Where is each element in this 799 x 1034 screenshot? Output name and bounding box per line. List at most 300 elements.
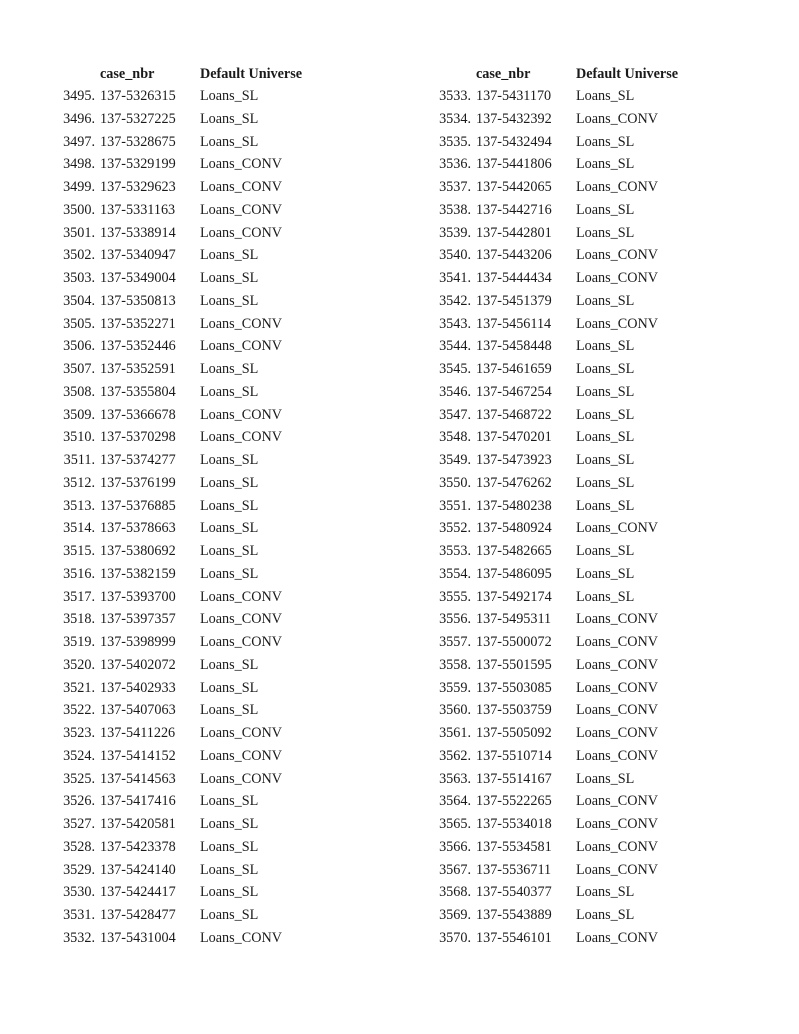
default-universe-cell: Loans_CONV: [200, 406, 282, 423]
table-row: [432, 771, 732, 794]
case-nbr-cell: 137-5352446: [100, 338, 176, 355]
case-nbr-cell: 137-5536711: [476, 861, 552, 878]
row-index: 3522.: [63, 702, 95, 719]
case-nbr-cell: 137-5522265: [476, 793, 552, 810]
row-index: 3521.: [63, 679, 95, 696]
table-row: [432, 702, 732, 725]
case-nbr-cell: 137-5442801: [476, 224, 552, 241]
row-index: 3551.: [439, 497, 471, 514]
default-universe-cell: Loans_CONV: [576, 838, 658, 855]
table-row: [432, 88, 732, 111]
case-nbr-cell: 137-5378663: [100, 520, 176, 537]
table-row: [56, 293, 356, 316]
default-universe-cell: Loans_SL: [200, 452, 259, 468]
table-row: [56, 611, 356, 634]
table-row: [432, 338, 732, 361]
default-universe-cell: Loans_SL: [200, 679, 259, 696]
case-nbr-cell: 137-5407063: [100, 702, 176, 719]
default-universe-cell: Loans_CONV: [200, 201, 282, 218]
row-index: 3560.: [439, 702, 471, 719]
table-row: [56, 429, 356, 452]
row-index: 3508.: [63, 383, 95, 400]
default-universe-cell: Loans_SL: [576, 770, 635, 787]
row-index: 3555.: [439, 588, 471, 605]
default-universe-cell: Loans_CONV: [200, 634, 282, 650]
row-index: 3535.: [439, 133, 471, 150]
case-nbr-cell: 137-5534581: [476, 838, 552, 855]
default-universe-cell: Loans_CONV: [576, 679, 658, 696]
default-universe-cell: Loans_CONV: [576, 110, 658, 127]
row-index: 3504.: [63, 292, 95, 309]
row-index: 3499.: [63, 179, 95, 195]
table-row: [432, 316, 732, 339]
default-universe-cell: Loans_SL: [576, 452, 635, 468]
table-row: [56, 816, 356, 839]
table-row: [432, 543, 732, 566]
row-index: 3501.: [63, 224, 95, 241]
row-index: 3525.: [63, 770, 95, 787]
default-universe-cell: Loans_SL: [200, 884, 259, 901]
row-index: 3513.: [63, 497, 95, 514]
table-row: [56, 338, 356, 361]
row-index: 3565.: [439, 816, 471, 832]
default-universe-cell: Loans_CONV: [576, 816, 658, 832]
table-row: [432, 725, 732, 748]
row-index: 3506.: [63, 338, 95, 355]
table-row: [56, 407, 356, 430]
row-index: 3511.: [63, 452, 95, 468]
default-universe-cell: Loans_SL: [200, 474, 259, 491]
row-index: 3542.: [439, 292, 471, 309]
row-index: 3498.: [63, 156, 95, 173]
case-nbr-cell: 137-5467254: [476, 383, 552, 400]
default-universe-cell: Loans_SL: [576, 588, 635, 605]
default-universe-cell: Loans_SL: [200, 383, 259, 400]
table-row: [56, 839, 356, 862]
default-universe-cell: Loans_CONV: [200, 770, 282, 787]
default-universe-cell: Loans_SL: [576, 907, 635, 923]
row-index: 3531.: [63, 907, 95, 923]
row-index: 3528.: [63, 838, 95, 855]
row-index: 3557.: [439, 634, 471, 650]
default-universe-cell: Loans_SL: [200, 702, 259, 719]
default-universe-cell: Loans_SL: [200, 861, 259, 878]
case-nbr-cell: 137-5411226: [100, 725, 176, 741]
default-universe-cell: Loans_CONV: [576, 702, 658, 719]
table-row: [56, 725, 356, 748]
default-universe-cell: Loans_SL: [200, 270, 259, 286]
table-row: [432, 748, 732, 771]
default-universe-cell: Loans_CONV: [200, 156, 282, 173]
case-nbr-cell: 137-5501595: [476, 656, 552, 673]
table-row: [432, 293, 732, 316]
case-nbr-cell: 137-5328675: [100, 133, 176, 150]
table-row: [56, 748, 356, 771]
table-row: [56, 520, 356, 543]
case-nbr-cell: 137-5492174: [476, 588, 552, 605]
table-row: [432, 611, 732, 634]
default-universe-cell: Loans_CONV: [576, 634, 658, 650]
table-row: [432, 816, 732, 839]
default-universe-cell: Loans_SL: [200, 907, 259, 923]
table-row: [432, 498, 732, 521]
table-row: [56, 771, 356, 794]
row-index: 3495.: [63, 88, 95, 104]
default-universe-cell: Loans_SL: [200, 656, 259, 673]
case-nbr-cell: 137-5338914: [100, 224, 176, 241]
case-nbr-cell: 137-5442065: [476, 179, 552, 195]
table-row: [56, 179, 356, 202]
case-nbr-cell: 137-5352271: [100, 315, 176, 332]
default-universe-cell: Loans_CONV: [576, 247, 658, 264]
default-universe-cell: Loans_CONV: [200, 725, 282, 741]
row-index: 3569.: [439, 907, 471, 923]
table-row: [432, 156, 732, 179]
row-index: 3547.: [439, 406, 471, 423]
row-index: 3523.: [63, 725, 95, 741]
table-row: [56, 156, 356, 179]
row-index: 3514.: [63, 520, 95, 537]
default-universe-cell: Loans_CONV: [576, 270, 658, 286]
case-nbr-cell: 137-5432392: [476, 110, 552, 127]
table-row: [56, 202, 356, 225]
case-nbr-cell: 137-5417416: [100, 793, 176, 810]
default-universe-cell: Loans_SL: [200, 565, 259, 582]
case-nbr-cell: 137-5329199: [100, 156, 176, 173]
table-row: [432, 270, 732, 293]
table-row: [432, 884, 732, 907]
table-row: [56, 498, 356, 521]
case-nbr-cell: 137-5423378: [100, 838, 176, 855]
case-nbr-cell: 137-5473923: [476, 452, 552, 468]
case-nbr-cell: 137-5350813: [100, 292, 176, 309]
row-index: 3502.: [63, 247, 95, 264]
row-index: 3512.: [63, 474, 95, 491]
row-index: 3497.: [63, 133, 95, 150]
table-row: [432, 225, 732, 248]
case-nbr-cell: 137-5382159: [100, 565, 176, 582]
default-universe-cell: Loans_SL: [200, 838, 259, 855]
default-universe-cell: Loans_CONV: [200, 747, 282, 764]
left-rows: [56, 88, 356, 953]
default-universe-cell: Loans_SL: [576, 565, 635, 582]
case-nbr-cell: 137-5442716: [476, 201, 552, 218]
case-nbr-cell: 137-5543889: [476, 907, 552, 923]
case-nbr-cell: 137-5370298: [100, 429, 176, 446]
row-index: 3517.: [63, 588, 95, 605]
case-nbr-cell: 137-5514167: [476, 770, 552, 787]
row-index: 3568.: [439, 884, 471, 901]
table-row: [432, 247, 732, 270]
table-row: [56, 361, 356, 384]
case-nbr-cell: 137-5470201: [476, 429, 552, 446]
table-row: [432, 361, 732, 384]
case-nbr-cell: 137-5327225: [100, 110, 176, 127]
row-index: 3496.: [63, 110, 95, 127]
default-universe-cell: Loans_SL: [576, 338, 635, 355]
case-nbr-cell: 137-5510714: [476, 747, 552, 764]
row-index: 3518.: [63, 611, 95, 628]
table-row: [432, 384, 732, 407]
table-row: [56, 247, 356, 270]
table-row: [432, 930, 732, 953]
case-nbr-cell: 137-5461659: [476, 361, 552, 377]
right-header-row: [432, 66, 732, 88]
case-nbr-cell: 137-5443206: [476, 247, 552, 264]
case-nbr-cell: 137-5424417: [100, 884, 176, 901]
table-row: [56, 680, 356, 703]
default-universe-cell: Loans_CONV: [200, 315, 282, 332]
row-index: 3526.: [63, 793, 95, 810]
row-index: 3545.: [439, 361, 471, 377]
case-nbr-cell: 137-5503085: [476, 679, 552, 696]
case-nbr-cell: 137-5380692: [100, 543, 176, 559]
table-row: [56, 930, 356, 953]
row-index: 3558.: [439, 656, 471, 673]
table-row: [56, 543, 356, 566]
default-universe-cell: Loans_CONV: [576, 520, 658, 537]
default-universe-cell: Loans_SL: [576, 361, 635, 377]
table-row: [432, 566, 732, 589]
case-nbr-cell: 137-5451379: [476, 292, 552, 309]
case-nbr-cell: 137-5428477: [100, 907, 176, 923]
default-universe-header: Default Universe: [576, 66, 679, 82]
table-row: [432, 862, 732, 885]
table-row: [432, 179, 732, 202]
default-universe-cell: Loans_SL: [576, 292, 635, 309]
default-universe-cell: Loans_CONV: [576, 315, 658, 332]
default-universe-cell: Loans_SL: [576, 406, 635, 423]
row-index: 3548.: [439, 429, 471, 446]
row-index: 3554.: [439, 565, 471, 582]
case-nbr-cell: 137-5414563: [100, 770, 176, 787]
default-universe-cell: Loans_SL: [200, 520, 259, 537]
row-index: 3529.: [63, 861, 95, 878]
row-index: 3570.: [439, 929, 471, 946]
row-index: 3561.: [439, 725, 471, 741]
default-universe-cell: Loans_SL: [200, 88, 259, 104]
default-universe-cell: Loans_SL: [576, 383, 635, 400]
table-row: [56, 793, 356, 816]
case-nbr-cell: 137-5476262: [476, 474, 552, 491]
row-index: 3567.: [439, 861, 471, 878]
default-universe-cell: Loans_CONV: [200, 224, 282, 241]
row-index: 3534.: [439, 110, 471, 127]
table-row: [432, 407, 732, 430]
case-nbr-header: case_nbr: [476, 66, 531, 82]
row-index: 3516.: [63, 565, 95, 582]
default-universe-cell: Loans_CONV: [576, 725, 658, 741]
table-row: [432, 202, 732, 225]
table-row: [56, 566, 356, 589]
case-nbr-cell: 137-5393700: [100, 588, 176, 605]
default-universe-cell: Loans_SL: [576, 201, 635, 218]
table-row: [56, 657, 356, 680]
case-nbr-cell: 137-5441806: [476, 156, 552, 173]
row-index: 3556.: [439, 611, 471, 628]
case-nbr-cell: 137-5432494: [476, 133, 552, 150]
case-nbr-cell: 137-5326315: [100, 88, 176, 104]
case-nbr-cell: 137-5352591: [100, 361, 176, 377]
default-universe-cell: Loans_SL: [200, 110, 259, 127]
case-nbr-cell: 137-5444434: [476, 270, 552, 286]
table-row: [56, 270, 356, 293]
table-row: [56, 634, 356, 657]
row-index: 3544.: [439, 338, 471, 355]
default-universe-cell: Loans_CONV: [200, 588, 282, 605]
row-index: 3524.: [63, 747, 95, 764]
table-row: [56, 316, 356, 339]
left-header-row: [56, 66, 356, 88]
row-index: 3566.: [439, 838, 471, 855]
table-row: [56, 134, 356, 157]
table-row: [432, 475, 732, 498]
case-nbr-cell: 137-5329623: [100, 179, 176, 195]
row-index: 3546.: [439, 383, 471, 400]
case-nbr-cell: 137-5431170: [476, 88, 552, 104]
row-index: 3530.: [63, 884, 95, 901]
case-nbr-cell: 137-5456114: [476, 315, 552, 332]
default-universe-cell: Loans_SL: [576, 133, 635, 150]
case-nbr-cell: 137-5397357: [100, 611, 176, 628]
default-universe-cell: Loans_CONV: [576, 179, 658, 195]
case-nbr-cell: 137-5534018: [476, 816, 552, 832]
case-nbr-cell: 137-5414152: [100, 747, 176, 764]
case-nbr-cell: 137-5431004: [100, 929, 176, 946]
row-index: 3519.: [63, 634, 95, 650]
default-universe-cell: Loans_CONV: [576, 747, 658, 764]
row-index: 3539.: [439, 224, 471, 241]
default-universe-cell: Loans_SL: [200, 133, 259, 150]
case-nbr-cell: 137-5503759: [476, 702, 552, 719]
table-row: [432, 907, 732, 930]
case-nbr-cell: 137-5402072: [100, 656, 176, 673]
default-universe-cell: Loans_SL: [200, 816, 259, 832]
table-row: [56, 907, 356, 930]
table-row: [56, 589, 356, 612]
row-index: 3550.: [439, 474, 471, 491]
default-universe-cell: Loans_SL: [200, 497, 259, 514]
case-nbr-cell: 137-5402933: [100, 679, 176, 696]
table-row: [56, 475, 356, 498]
right-rows: [432, 88, 732, 953]
case-nbr-cell: 137-5340947: [100, 247, 176, 264]
case-nbr-cell: 137-5505092: [476, 725, 552, 741]
row-index: 3559.: [439, 679, 471, 696]
default-universe-cell: Loans_SL: [200, 793, 259, 810]
default-universe-cell: Loans_SL: [576, 474, 635, 491]
table-row: [432, 134, 732, 157]
default-universe-cell: Loans_SL: [200, 292, 259, 309]
table-row: [432, 793, 732, 816]
default-universe-cell: Loans_SL: [576, 88, 635, 104]
case-nbr-cell: 137-5480238: [476, 497, 552, 514]
default-universe-cell: Loans_CONV: [576, 929, 658, 946]
row-index: 3538.: [439, 201, 471, 218]
left-listing: [56, 66, 356, 953]
row-index: 3503.: [63, 270, 95, 286]
case-nbr-cell: 137-5376885: [100, 497, 176, 514]
default-universe-cell: Loans_SL: [576, 224, 635, 241]
table-row: [432, 452, 732, 475]
table-row: [432, 520, 732, 543]
default-universe-cell: Loans_CONV: [576, 656, 658, 673]
case-nbr-cell: 137-5349004: [100, 270, 176, 286]
table-row: [432, 634, 732, 657]
default-universe-cell: Loans_SL: [200, 247, 259, 264]
table-row: [432, 589, 732, 612]
case-nbr-cell: 137-5376199: [100, 474, 176, 491]
row-index: 3564.: [439, 793, 471, 810]
case-nbr-cell: 137-5540377: [476, 884, 552, 901]
default-universe-cell: Loans_CONV: [200, 429, 282, 446]
row-index: 3540.: [439, 247, 471, 264]
table-row: [56, 111, 356, 134]
row-index: 3541.: [439, 270, 471, 286]
table-row: [56, 88, 356, 111]
default-universe-cell: Loans_CONV: [576, 793, 658, 810]
row-index: 3507.: [63, 361, 95, 377]
row-index: 3563.: [439, 770, 471, 787]
table-row: [56, 225, 356, 248]
default-universe-cell: Loans_CONV: [576, 611, 658, 628]
case-nbr-cell: 137-5546101: [476, 929, 552, 946]
row-index: 3537.: [439, 179, 471, 195]
row-index: 3553.: [439, 543, 471, 559]
table-row: [56, 862, 356, 885]
row-index: 3562.: [439, 747, 471, 764]
row-index: 3510.: [63, 429, 95, 446]
default-universe-cell: Loans_SL: [576, 497, 635, 514]
default-universe-header: Default Universe: [200, 66, 303, 82]
table-row: [432, 111, 732, 134]
default-universe-cell: Loans_SL: [576, 884, 635, 901]
case-nbr-cell: 137-5500072: [476, 634, 552, 650]
row-index: 3505.: [63, 315, 95, 332]
case-nbr-cell: 137-5495311: [476, 611, 552, 628]
table-row: [56, 384, 356, 407]
default-universe-cell: Loans_CONV: [200, 338, 282, 355]
default-universe-cell: Loans_CONV: [576, 861, 658, 878]
table-row: [56, 702, 356, 725]
row-index: 3552.: [439, 520, 471, 537]
row-index: 3549.: [439, 452, 471, 468]
row-index: 3520.: [63, 656, 95, 673]
row-index: 3536.: [439, 156, 471, 173]
case-nbr-cell: 137-5374277: [100, 452, 176, 468]
default-universe-cell: Loans_SL: [576, 156, 635, 173]
default-universe-cell: Loans_SL: [576, 543, 635, 559]
case-nbr-cell: 137-5420581: [100, 816, 176, 832]
case-nbr-cell: 137-5458448: [476, 338, 552, 355]
table-row: [432, 657, 732, 680]
table-row: [432, 680, 732, 703]
case-nbr-cell: 137-5482665: [476, 543, 552, 559]
row-index: 3532.: [63, 929, 95, 946]
default-universe-cell: Loans_CONV: [200, 611, 282, 628]
case-nbr-cell: 137-5398999: [100, 634, 176, 650]
case-nbr-cell: 137-5480924: [476, 520, 552, 537]
default-universe-cell: Loans_SL: [576, 429, 635, 446]
row-index: 3527.: [63, 816, 95, 832]
table-row: [56, 452, 356, 475]
case-nbr-cell: 137-5355804: [100, 383, 176, 400]
table-row: [56, 884, 356, 907]
default-universe-cell: Loans_CONV: [200, 929, 282, 946]
row-index: 3509.: [63, 406, 95, 423]
row-index: 3533.: [439, 88, 471, 104]
default-universe-cell: Loans_SL: [200, 361, 259, 377]
